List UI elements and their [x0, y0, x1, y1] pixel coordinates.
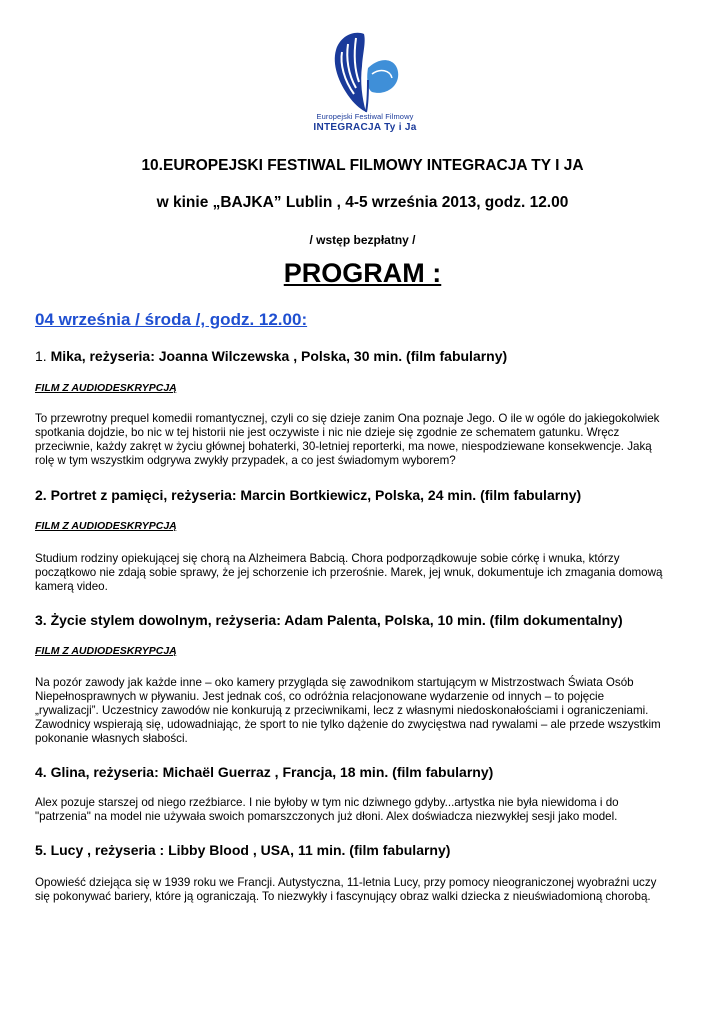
festival-title: 10.EUROPEJSKI FESTIWAL FILMOWY INTEGRACJA TY I JA [141, 157, 584, 174]
film-4-description: Alex pozuje starszej od niego rzeźbiarce. I nie byłoby w tym nic dziwnego gdyby...artystka nie była niewidoma i do "patrzenia" na model nie używała swoich pomarszczonych już dłoni. Alex doświadcza niezwykłej sesji jako model. [35, 796, 619, 823]
festival-logo [300, 28, 430, 140]
film-5-title: 5. Lucy , reżyseria : Libby Blood , USA, 11 min. (film fabularny) [35, 842, 451, 858]
film-2-audiodescription-tag: FILM Z AUDIODESKRYPCJĄ [35, 520, 177, 532]
film-3-title: 3. Życie stylem dowolnym, reżyseria: Adam Palenta, Polska, 10 min. (film dokumentalny) [35, 612, 623, 628]
film-1-title [35, 348, 507, 364]
film-1-description: To przewrotny prequel komedii romantycznej, czyli co się dzieje zanim Ona poznaje Jego. O ile w ogóle do jakiegokolwiek spotkania dojdzie, bo nic w tej historii nie jest oczywiste i nic nie dzieje się zgodnie ze schematem gatunku. Wręcz przeciwnie, każdy zakręt w życiu głównej bohaterki, 30-letniej reporterki, ma nowe, niespodziewane konsekwencje. Jaką rolę w tym wszystkim odgrywa zwykły przypadek, a co jest świadomym wyborem? [35, 412, 660, 467]
logo-text-line2: INTEGRACJA Ty i Ja [313, 122, 417, 133]
film-3-audiodescription-tag: FILM Z AUDIODESKRYPCJĄ [35, 645, 177, 657]
film-1-title-text: Mika, reżyseria: Joanna Wilczewska , Polska, 30 min. (film fabularny) [50, 348, 508, 364]
film-2-description: Studium rodziny opiekującej się chorą na Alzheimera Babcią. Chora podporządkowuje sobie córkę i wnuka, którzy początkowo nie zdają sobie sprawy, że jej schorzenie ich przerośnie. Marek, jej wnuk, dokumentuje ich zmagania domową kamerą video. [35, 552, 663, 593]
venue-date: w kinie „BAJKA” Lublin , 4-5 września 2013, godz. 12.00 [156, 194, 569, 211]
film-1-number: 1. [35, 348, 47, 364]
film-3-description: Na pozór zawody jak każde inne – oko kamery przygląda się zawodnikom startującym w Mistrzostwach Świata Osób Niepełnosprawnych w pływaniu. Jest jednak coś, co odróżnia relacjonowane wydarzenie od innych – to pojęcie „rywalizacji”. Uczestnicy zawodów nie konkurują z przeciwnikami, lecz z własnymi niedoskonałościami i ograniczeniami. Zawodnicy wspierają się, udowadniając, że sport to nie tylko dążenie do zwycięstwa nad rywalami – ale przede wszystkim pokonanie własnych słabości. [35, 676, 661, 745]
film-2-title: 2. Portret z pamięci, reżyseria: Marcin Bortkiewicz, Polska, 24 min. (film fabularny) [35, 487, 582, 503]
day-heading: 04 września / środa /, godz. 12.00: [35, 310, 308, 329]
free-entry-note: / wstęp bezpłatny / [309, 233, 416, 247]
film-1-audiodescription-tag: FILM Z AUDIODESKRYPCJĄ [35, 382, 177, 394]
program-heading: PROGRAM : [283, 258, 442, 288]
logo-text-line1: Europejski Festiwal Filmowy [316, 112, 414, 121]
film-4-title: 4. Glina, reżyseria: Michaël Guerraz , Francja, 18 min. (film fabularny) [35, 764, 494, 780]
butterfly-icon [328, 28, 402, 114]
film-5-description: Opowieść dziejąca się w 1939 roku we Francji. Autystyczna, 11-letnia Lucy, przy pomocy nieograniczonej wyobraźni uczy się pokonywać bariery, które ją ograniczają. To niezwykły i fascynujący obraz walki dziecka z nieuświadomioną chorobą. [35, 876, 657, 903]
